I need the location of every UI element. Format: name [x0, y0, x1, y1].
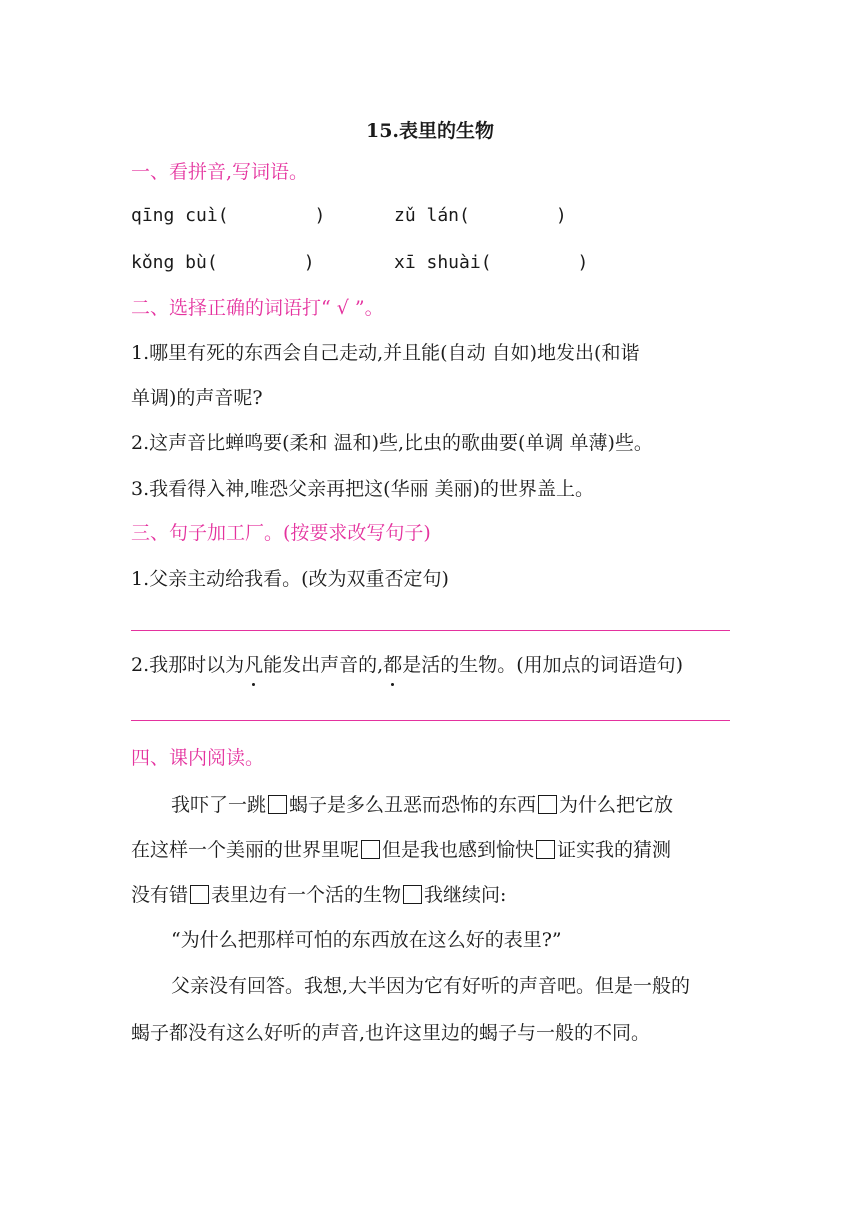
- dotted-word-dou: [383, 652, 402, 678]
- dotted-char: 凡: [244, 654, 264, 676]
- text-run: 表里边有一个活的生物: [211, 884, 402, 906]
- section2-heading: 二、选择正确的词语打“ √ ”。: [131, 297, 384, 319]
- section2-q3: 3.我看得入神,唯恐父亲再把这(华丽 美丽)的世界盖上。: [131, 478, 595, 500]
- close-paren: ): [577, 252, 589, 273]
- open-paren: (: [217, 205, 229, 226]
- passage-line-3: [131, 873, 731, 918]
- open-paren: (: [480, 252, 492, 273]
- text-run: 我继续问:: [424, 884, 507, 906]
- punctuation-box[interactable]: [268, 795, 287, 814]
- pinyin-text: kǒng bù: [131, 252, 207, 273]
- pinyin-item-3: [131, 250, 315, 276]
- text-run: 蝎子都没有这么好听的声音,也许这里边的蝎子与一般的不同。: [131, 1022, 651, 1044]
- passage-line-1: [131, 783, 731, 828]
- text-run: 在这样一个美丽的世界里呢: [131, 839, 360, 861]
- dotted-char: 都: [383, 654, 403, 676]
- text-run: 父亲没有回答。我想,大半因为它有好听的声音吧。但是一般的: [171, 975, 691, 997]
- punctuation-box[interactable]: [190, 885, 209, 904]
- punctuation-box[interactable]: [536, 840, 555, 859]
- text-run: 证实我的猜测: [557, 839, 672, 861]
- pinyin-item-1: [131, 203, 325, 229]
- q2-part-c: 是活的生物。(用加点的词语造句): [402, 654, 684, 676]
- open-paren: (: [206, 252, 218, 273]
- section2-q1-line2: 单调)的声音呢?: [131, 387, 263, 409]
- q2-part-b: 能发出声音的,: [263, 654, 384, 676]
- punctuation-box[interactable]: [403, 885, 422, 904]
- section2-q2: 2.这声音比蝉鸣要(柔和 温和)些,比虫的歌曲要(单调 单薄)些。: [131, 432, 653, 454]
- page-title: 15.表里的生物: [365, 120, 495, 142]
- text-run: 蝎子是多么丑恶而恐怖的东西: [289, 794, 537, 816]
- emphasis-dot: [252, 683, 255, 686]
- passage-line-5: [131, 962, 731, 1010]
- section3-heading: 三、句子加工厂。(按要求改写句子): [131, 522, 431, 544]
- text-run: 但是我也感到愉快: [382, 839, 535, 861]
- open-paren: (: [459, 205, 470, 226]
- text-run: 我吓了一跳: [171, 794, 267, 816]
- close-paren: ): [555, 205, 567, 226]
- passage-quote: [131, 918, 731, 962]
- text-run: 为什么把它放: [559, 794, 674, 816]
- section3-q2: [131, 652, 683, 678]
- pinyin-item-4: [394, 250, 588, 276]
- section2-q1-line1: 1.哪里有死的东西会自己走动,并且能(自动 自如)地发出(和谐: [131, 342, 640, 364]
- passage-line-2: [131, 828, 731, 873]
- text-run: 没有错: [131, 884, 189, 906]
- close-paren: ): [314, 205, 326, 226]
- answer-line-2[interactable]: [131, 720, 730, 721]
- punctuation-box[interactable]: [361, 840, 380, 859]
- punctuation-box[interactable]: [538, 795, 557, 814]
- pinyin-text: qīng cuì: [131, 205, 218, 226]
- section1-heading: 一、看拼音,写词语。: [131, 161, 309, 183]
- emphasis-dot: [391, 683, 394, 686]
- dotted-word-fan: [244, 652, 263, 678]
- close-paren: ): [303, 252, 315, 273]
- text-run: “为什么把那样可怕的东西放在这么好的表里?”: [171, 929, 562, 951]
- section3-q1: 1.父亲主动给我看。(改为双重否定句): [131, 568, 449, 590]
- q2-part-a: 2.我那时以为: [131, 654, 245, 676]
- section4-heading: 四、课内阅读。: [131, 747, 265, 769]
- answer-line-1[interactable]: [131, 630, 730, 631]
- passage-line-6: [131, 1010, 731, 1056]
- pinyin-text: xī shuài: [394, 252, 481, 273]
- reading-passage: [131, 783, 731, 1056]
- pinyin-item-2: [394, 203, 567, 229]
- pinyin-text: zǔ lán: [394, 205, 460, 226]
